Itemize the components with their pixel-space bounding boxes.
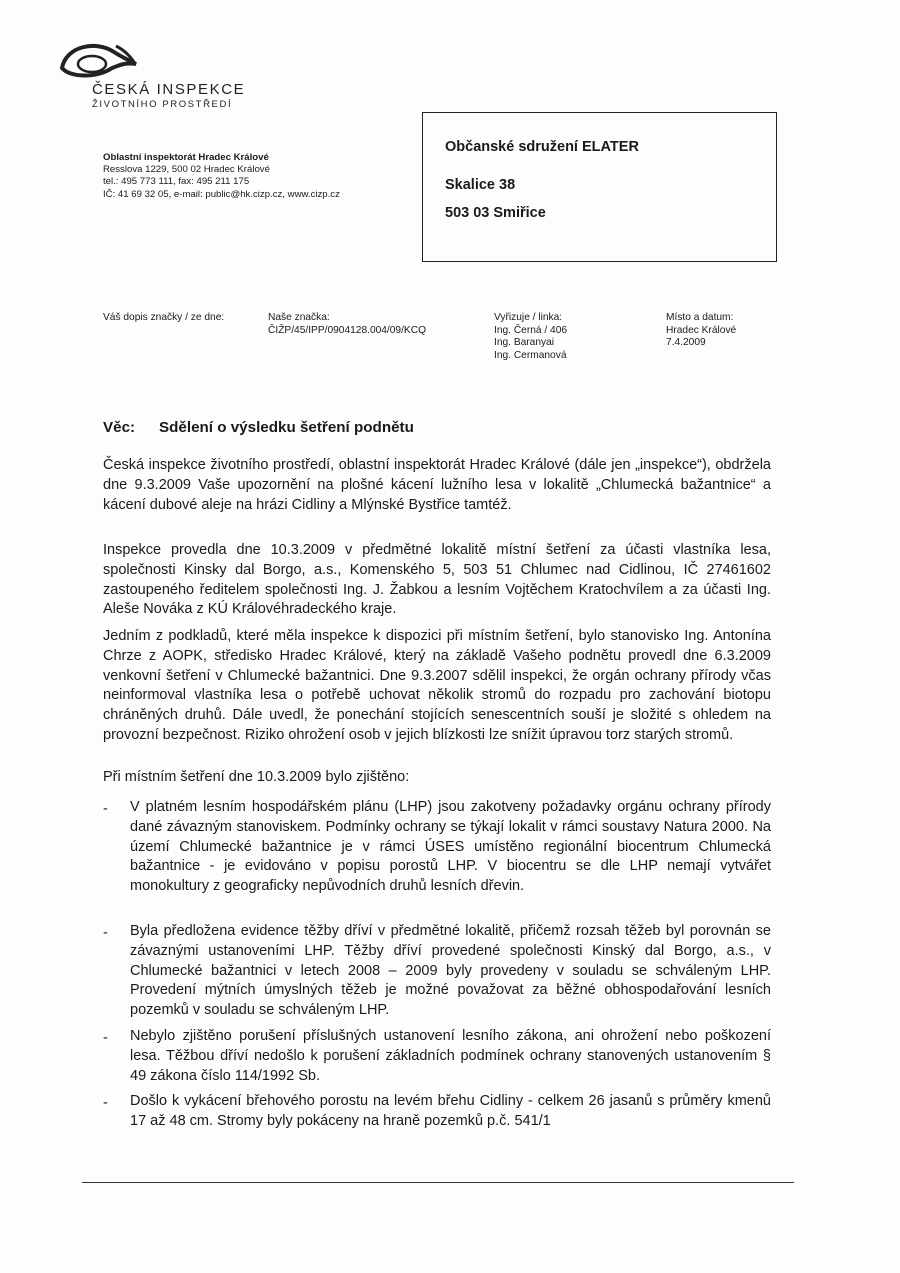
- bullet-text: Došlo k vykácení břehového porostu na levém břehu Cidliny - celkem 26 jasanů s průměry kmenů 17 až 48 cm. Stromy byly pokáceny na hraně pozemků p.č. 541/1: [130, 1093, 771, 1129]
- bullet-text: Byla předložena evidence těžby dříví v předmětné lokalitě, přičemž rozsah těžeb byl porovnán se závaznými ustanoveními LHP. Těžby dříví provedené společnosti Kinský dal Borgo, a.s., v Chlumecké bažantnici v letech 2008 – 2009 byly provedeny v souladu se schváleným LHP. Provedení mýtních úmyslných těžeb je možné považovat za běžné obhospodařování lesních pozemků v souladu se schváleným LHP.: [130, 923, 771, 1019]
- place: Hradec Králové: [666, 324, 737, 336]
- subject-text: Sdělení o výsledku šetření podnětu: [159, 419, 414, 436]
- handled-person: Ing. Černá / 406: [494, 324, 568, 336]
- office-ids: IČ: 41 69 32 05, e-mail: public@hk.cizp.cz, www.cizp.cz: [103, 188, 340, 200]
- bullet-text: V platném lesním hospodářském plánu (LHP) jsou zakotveny požadavky orgánu ochrany přírody dané závazným stanoviskem. Podmínky ochrany se týkají lokalit v rámci soustavy Natura 2000. Na území Chlumecké bažantnice je v rámci ÚSES umístěno regionální biocentrum Chlumecká bažantnice - je evidováno v popisu porostů LHP. V biocentru se dle LHP nemají vytvářet monokultury z geograficky nepůvodních druhů lesních dřevin.: [130, 799, 771, 895]
- cizp-logo-icon: [58, 38, 138, 84]
- recipient-address-box: [422, 112, 777, 262]
- body-paragraph: Česká inspekce životního prostředí, oblastní inspektorát Hradec Králové (dále jen „inspekce“), obdržela dne 9.3.2009 Vaše upozornění na plošné kácení lužního lesa v lokalitě „Chlumecká bažantnice“ a kácení dubové aleje na hrázi Cidliny a Mlýnské Bystřice tamtéž.: [103, 457, 771, 513]
- handled-person: Ing. Cermanová: [494, 349, 567, 361]
- your-ref-label: Váš dopis značky / ze dne:: [103, 312, 225, 323]
- office-name: Oblastní inspektorát Hradec Králové: [103, 152, 269, 163]
- bullet-dash: -: [103, 925, 108, 941]
- subject-label: Věc:: [103, 419, 136, 436]
- our-ref-value: ČIŽP/45/IPP/0904128.004/09/KCQ: [268, 324, 427, 336]
- footer-divider: [82, 1182, 794, 1183]
- logo-title: ČESKÁ INSPEKCE: [92, 81, 246, 98]
- body-paragraph: Při místním šetření dne 10.3.2009 bylo zjištěno:: [103, 769, 410, 785]
- subject-line: [103, 419, 414, 436]
- bullet-dash: -: [103, 801, 108, 817]
- recipient-city: 503 03 Smiřice: [445, 205, 546, 221]
- bullet-dash: -: [103, 1030, 108, 1046]
- handled-person: Ing. Baranyai: [494, 337, 555, 349]
- place-date-label: Místo a datum:: [666, 312, 734, 323]
- handled-label: Vyřizuje / linka:: [494, 312, 563, 323]
- place-date: [666, 312, 736, 350]
- handled-by: [494, 312, 567, 362]
- bullet-text: Nebylo zjištěno porušení příslušných ustanovení lesního zákona, ani ohrožení nebo poškození lesa. Těžbou dříví nedošlo k porušení základních podmínek ochrany stanovených ustanovením § 49 zákona číslo 114/1992 Sb.: [130, 1028, 771, 1084]
- office-phone: tel.: 495 773 111, fax: 495 211 175: [103, 176, 250, 188]
- recipient-name: Občanské sdružení ELATER: [445, 139, 639, 155]
- office-address: Resslova 1229, 500 02 Hradec Králové: [103, 164, 270, 176]
- body-paragraph: Jedním z podkladů, které měla inspekce k dispozici při místním šetření, bylo stanovisko Ing. Antonína Chrze z AOPK, středisko Hradec Králové, který na základě Vašeho podnětu provedl dne 6.3.2009 venkovní šetření v Chlumecké bažantnici. Dne 9.3.2007 sdělil inspekci, že orgán ochrany přírody včas neinformoval vlastníka lesa o potřebě uchovat několik stromů do rozpadu pro zachování biotopu chráněných druhů. Dále uvedl, že ponechání stojících senescentních souší je složité s ohledem na provozní bezpečnost. Riziko ohrožení osob v jejich blízkosti lze snížit úpravou torz starých stromů.: [103, 628, 771, 743]
- date: 7.4.2009: [666, 337, 706, 349]
- office-info: [103, 152, 340, 201]
- our-ref: [268, 312, 426, 337]
- bullet-dash: -: [103, 1095, 108, 1111]
- logo-subtitle: ŽIVOTNÍHO PROSTŘEDÍ: [92, 99, 233, 110]
- our-ref-label: Naše značka:: [268, 312, 330, 323]
- body-paragraph: Inspekce provedla dne 10.3.2009 v předmětné lokalitě místní šetření za účasti vlastníka lesa, společnosti Kinsky dal Borgo, a.s., Komenského 5, 503 51 Chlumec nad Cidlinou, IČ 27461602 zastoupeného ředitelem společnosti Ing. J. Žabkou a lesním Vojtěchem Kratochvílem a za účasti Ing. Aleše Nováka z KÚ Královéhradeckého kraje.: [103, 542, 771, 618]
- recipient-street: Skalice 38: [445, 177, 516, 193]
